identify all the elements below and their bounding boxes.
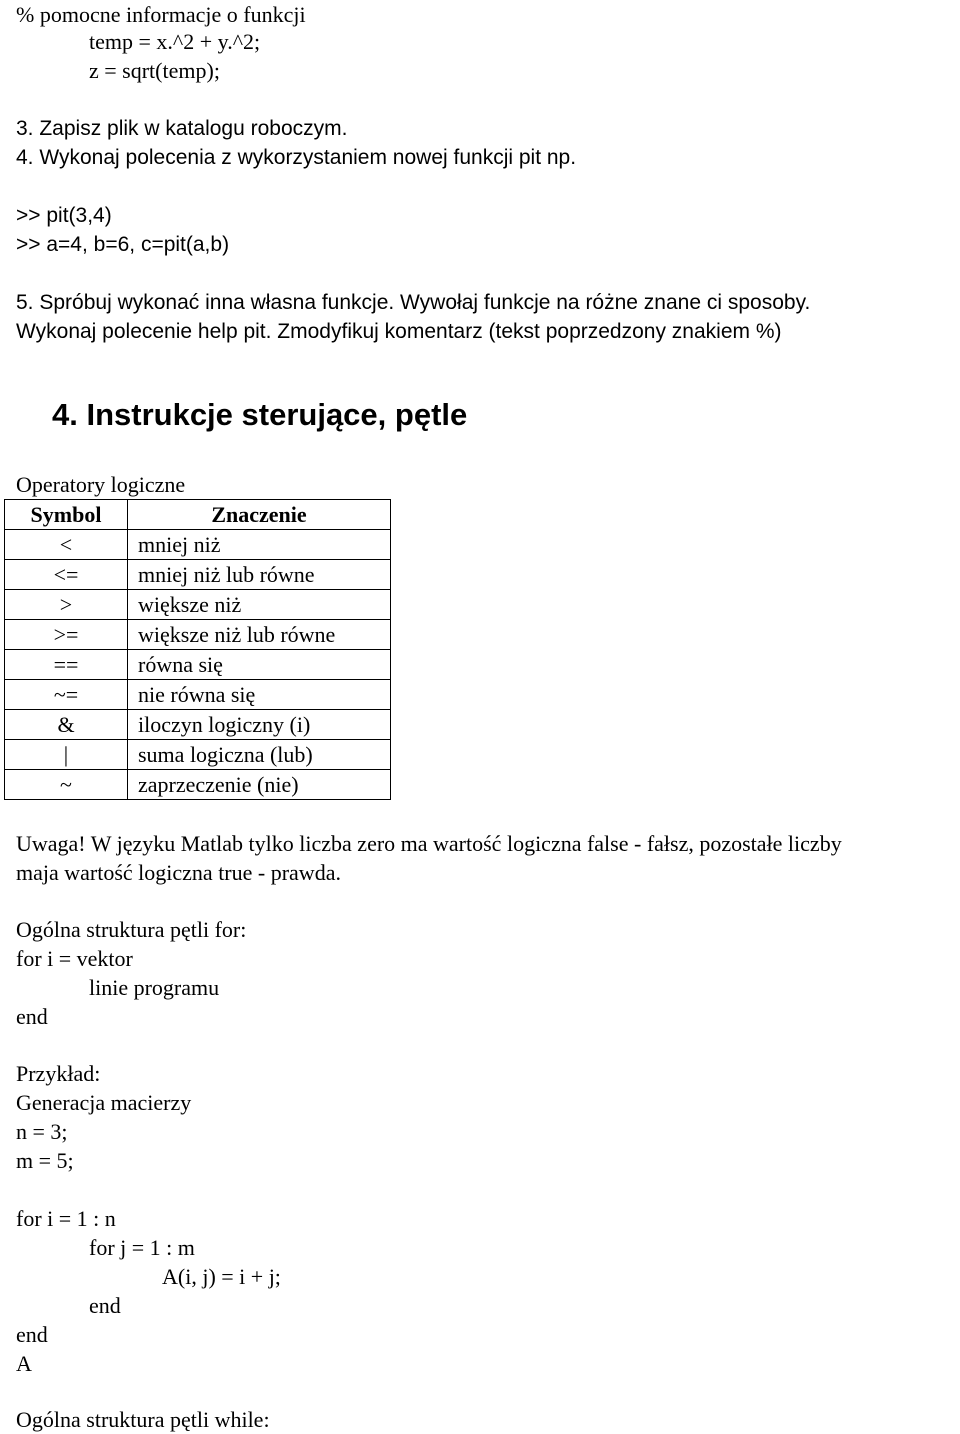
operator-meaning: równa się <box>128 650 391 680</box>
table-header-row <box>5 500 391 530</box>
step-text: Wykonaj polecenie help pit. Zmodyfikuj komentarz (tekst poprzedzony znakiem %) <box>16 320 782 343</box>
step-text: 3. Zapisz plik w katalogu roboczym. <box>16 117 348 140</box>
operator-meaning: mniej niż <box>128 530 391 560</box>
code-line: end <box>89 1293 121 1318</box>
code-line: m = 5; <box>16 1148 74 1173</box>
step-text: 4. Wykonaj polecenia z wykorzystaniem nowej funkcji pit np. <box>16 146 577 169</box>
code-line: end <box>16 1322 48 1347</box>
command-line: >> a=4, b=6, c=pit(a,b) <box>16 233 230 256</box>
operator-meaning: nie równa się <box>128 680 391 710</box>
table-row <box>5 560 391 590</box>
code-line: for i = 1 : n <box>16 1206 116 1231</box>
while-structure-title: Ogólna struktura pętli while: <box>16 1407 270 1432</box>
operator-meaning: większe niż <box>128 590 391 620</box>
header-meaning: Znaczenie <box>128 500 391 530</box>
for-structure-title: Ogólna struktura pętli for: <box>16 917 247 942</box>
operator-meaning: większe niż lub równe <box>128 620 391 650</box>
note-text: maja wartość logiczna true - prawda. <box>16 860 341 885</box>
code-line: linie programu <box>89 975 220 1000</box>
table-row <box>5 620 391 650</box>
code-comment-line: % pomocne informacje o funkcji <box>16 2 306 27</box>
operator-meaning: zaprzeczenie (nie) <box>128 770 391 800</box>
operator-symbol: > <box>5 590 128 620</box>
operator-symbol: & <box>5 710 128 740</box>
code-line: n = 3; <box>16 1119 68 1144</box>
header-symbol: Symbol <box>5 500 128 530</box>
operator-symbol: == <box>5 650 128 680</box>
code-line: end <box>16 1004 48 1029</box>
table-row <box>5 650 391 680</box>
section-heading: 4. Instrukcje sterujące, pętle <box>52 397 468 432</box>
operators-table <box>4 499 391 800</box>
table-row <box>5 710 391 740</box>
operator-meaning: mniej niż lub równe <box>128 560 391 590</box>
operator-symbol: ~= <box>5 680 128 710</box>
code-line: A(i, j) = i + j; <box>162 1264 281 1289</box>
step-text: 5. Spróbuj wykonać inna własna funkcje. Wywołaj funkcje na różne znane ci sposoby. <box>16 291 811 314</box>
operator-meaning: iloczyn logiczny (i) <box>128 710 391 740</box>
operator-symbol: <= <box>5 560 128 590</box>
code-line: z = sqrt(temp); <box>89 58 220 83</box>
code-line: for i = vektor <box>16 946 133 971</box>
table-row <box>5 770 391 800</box>
table-row <box>5 680 391 710</box>
code-line: A <box>16 1351 32 1376</box>
note-text: Uwaga! W języku Matlab tylko liczba zero ma wartość logiczna false - fałsz, pozostałe liczby <box>16 831 842 856</box>
code-line: for j = 1 : m <box>89 1235 195 1260</box>
table-row <box>5 530 391 560</box>
table-row <box>5 590 391 620</box>
example-label: Przykład: <box>16 1061 101 1086</box>
table-row <box>5 740 391 770</box>
example-text: Generacja macierzy <box>16 1090 192 1115</box>
operators-label: Operatory logiczne <box>16 472 186 497</box>
operator-symbol: < <box>5 530 128 560</box>
code-line: temp = x.^2 + y.^2; <box>89 29 261 54</box>
operator-symbol: >= <box>5 620 128 650</box>
command-line: >> pit(3,4) <box>16 204 112 227</box>
operator-symbol: ~ <box>5 770 128 800</box>
operator-meaning: suma logiczna (lub) <box>128 740 391 770</box>
operator-symbol: | <box>5 740 128 770</box>
